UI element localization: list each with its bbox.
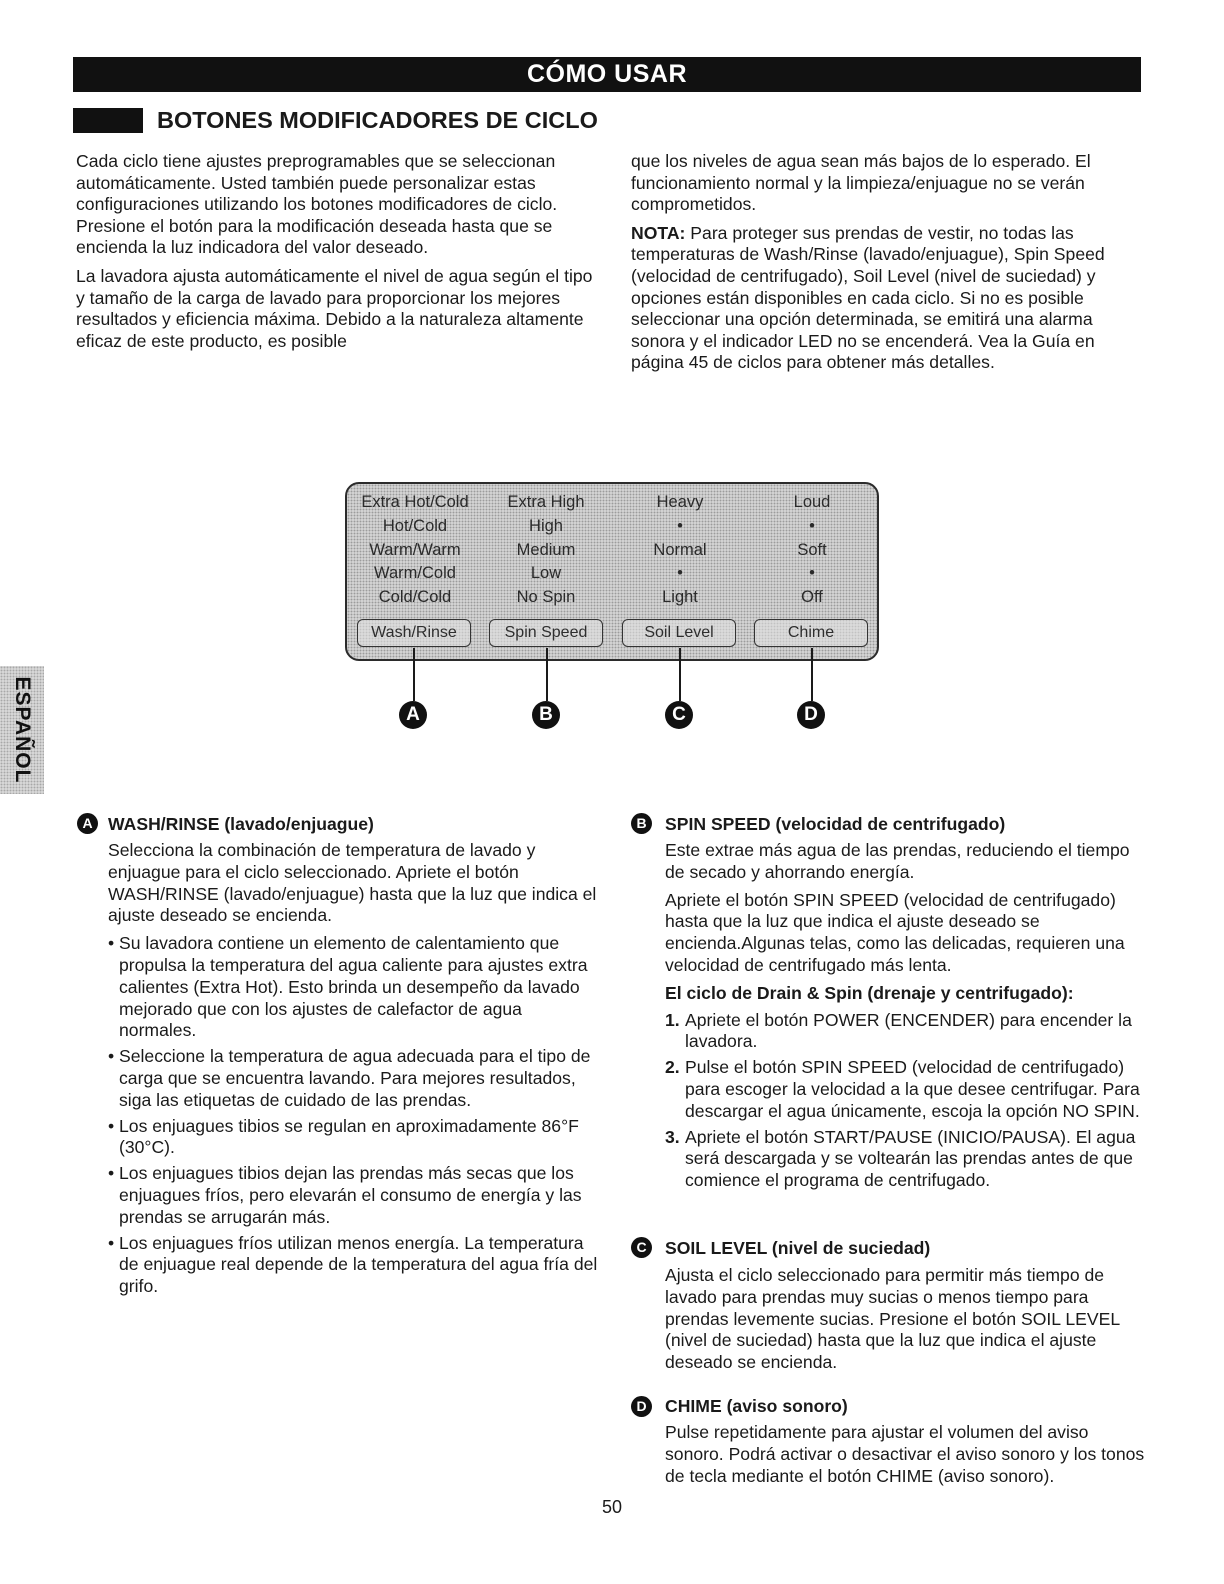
option-label: Warm/Warm — [369, 540, 461, 559]
control-panel-illustration — [345, 482, 879, 661]
step-text: Apriete el botón START/PAUSE (INICIO/PAUSA). El agua será descargada y se voltearán las prendas antes de que comience el programa de centrifugado. — [685, 1126, 1136, 1191]
step-number: 1. — [665, 1009, 680, 1030]
language-side-tab — [0, 666, 44, 794]
wash-rinse-intro: Selecciona la combinación de temperatura de lavado y enjuague para el ciclo seleccionado. Apriete el botón WASH/RINSE (lavado/enjuague) hasta que la luz que indica el ajuste deseado se encienda. — [108, 840, 597, 926]
callout-badge-b: B — [532, 701, 560, 729]
option-label: Loud — [793, 493, 831, 511]
callout-line-d — [811, 648, 813, 701]
page-number: 50 — [601, 1497, 623, 1517]
heading-block — [73, 108, 143, 133]
page-header: CÓMO USAR — [73, 57, 1141, 92]
option-label: Normal — [653, 540, 707, 559]
option-label: Light — [662, 588, 698, 607]
soil-level-text: Ajusta el ciclo seleccionado para permitir más tiempo de lavado para prendas muy sucias o menos tiempo para prendas levemente sucias. Presione el botón SOIL LEVEL (nivel de suciedad) hasta que la luz que indica el ajuste deseado se encienda. — [665, 1265, 1120, 1373]
step-text: Pulse el botón SPIN SPEED (velocidad de centrifugado) para escoger la velocidad a la que desee centrifugar. Para descargar el agua únicamente, escoja la opción NO SPIN. — [685, 1057, 1140, 1121]
chime-options — [747, 491, 877, 610]
soil-level-button: Soil Level — [622, 619, 736, 647]
item-badge-c: C — [631, 1237, 652, 1258]
step-text: Apriete el botón POWER (ENCENDER) para encender la lavadora. — [685, 1009, 1132, 1052]
list-item: • Los enjuagues tibios se regulan en aproximadamente 86°F (30°C). — [108, 1116, 600, 1160]
step-number: 2. — [665, 1057, 680, 1078]
wash-rinse-options — [350, 491, 480, 610]
chime-title: CHIME (aviso sonoro) — [665, 1396, 848, 1416]
step-number: 3. — [665, 1126, 680, 1147]
list-item — [665, 1057, 1150, 1122]
chime-button: Chime — [754, 619, 868, 647]
intro-left-column — [76, 151, 596, 359]
callout-line-b — [546, 648, 548, 701]
intro-right-column — [631, 151, 1146, 381]
soil-level-options — [615, 491, 745, 610]
spin-speed-options — [481, 491, 611, 610]
spin-speed-body — [665, 840, 1150, 1196]
chime-body — [665, 1422, 1150, 1493]
option-label: Soft — [797, 540, 827, 559]
section-title: BOTONES MODIFICADORES DE CICLO — [157, 107, 598, 133]
option-label: Cold/Cold — [378, 588, 452, 607]
list-item: • Los enjuagues fríos utilizan menos energía. La temperatura de enjuague real depende de la temperatura del agua fría del grifo. — [108, 1233, 600, 1298]
list-item: • Seleccione la temperatura de agua adecuada para el tipo de carga que se encuentra lavando. Para mejores resultados, siga las etiquetas de cuidado de las prendas. — [108, 1046, 600, 1111]
option-label: • — [809, 564, 815, 583]
list-item: • Los enjuagues tibios dejan las prendas más secas que los enjuagues fríos, pero elevarán el consumo de energía y las prendas se arrugarán más. — [108, 1163, 600, 1228]
spin-speed-text: Este extrae más agua de las prendas, reduciendo el tiempo de secado y ahorrando energía. — [665, 840, 1130, 882]
wash-rinse-bullets — [108, 933, 600, 1298]
drain-spin-subtitle: El ciclo de Drain & Spin (drenaje y centrifugado): — [665, 982, 1074, 1003]
option-label: Medium — [516, 540, 576, 559]
chime-text: Pulse repetidamente para ajustar el volumen del aviso sonoro. Podrá activar o desactivar el aviso sonoro y los tonos de tecla mediante el botón CHIME (aviso sonoro). — [665, 1422, 1145, 1486]
callout-badge-a: A — [399, 701, 427, 729]
list-item — [665, 1127, 1150, 1192]
option-label: No Spin — [516, 588, 576, 607]
option-label: Extra High — [507, 493, 585, 511]
drain-spin-steps — [665, 1010, 1150, 1192]
wash-rinse-title: WASH/RINSE (lavado/enjuague) — [108, 814, 374, 834]
callout-badge-c: C — [665, 701, 693, 729]
note-paragraph — [631, 223, 1146, 374]
item-badge-b: B — [631, 813, 652, 834]
option-label: Off — [801, 588, 823, 607]
option-label: Hot/Cold — [382, 516, 448, 535]
spin-speed-button: Spin Speed — [489, 619, 603, 647]
option-label: • — [809, 516, 815, 535]
option-label: Warm/Cold — [374, 564, 456, 583]
callout-badge-d: D — [797, 701, 825, 729]
item-badge-a: A — [77, 813, 98, 834]
note-text: Para proteger sus prendas de vestir, no todas las temperaturas de Wash/Rinse (lavado/enjuague), Spin Speed (velocidad de centrifugado), Soil Level (nivel de suciedad) y opciones están disponibles en cada ciclo. Si no es posible seleccionar una opción determinada, se emitirá una alarma sonora y el indicador LED no se encenderá. Vea la Guía en página 45 de ciclos para obtener más detalles. — [631, 222, 1105, 373]
list-item: • Su lavadora contiene un elemento de calentamiento que propulsa la temperatura del agua caliente para ajustes extra calientes (Extra Hot). Esto brinda un desempeño da lavado mejorado que con los ajustes de calefactor de agua normales. — [108, 933, 600, 1042]
callout-line-c — [679, 648, 681, 701]
intro-text: Presione el botón para la modificación deseada hasta que se encienda la luz indicadora del valor deseado. — [76, 215, 553, 258]
option-label: • — [677, 516, 683, 535]
spin-speed-title: SPIN SPEED (velocidad de centrifugado) — [665, 814, 1006, 834]
callout-line-a — [413, 648, 415, 701]
note-label: NOTA: — [631, 222, 686, 243]
language-label: ESPAÑOL — [11, 676, 34, 784]
item-badge-d: D — [631, 1396, 652, 1417]
option-label: Extra Hot/Cold — [361, 493, 469, 511]
intro-text: que los niveles de agua sean más bajos de lo esperado. El funcionamiento normal y la limpieza/enjuague no se verán comprometidos. — [631, 151, 1091, 215]
spin-speed-text: Apriete el botón SPIN SPEED (velocidad de centrifugado) hasta que la luz que indica el ajuste deseado se encienda.Algunas telas, como las delicadas, requieren una velocidad de centrifugado más lenta. — [665, 889, 1125, 975]
wash-rinse-body — [108, 840, 600, 1302]
intro-text: Cada ciclo tiene ajustes preprogramables que se seleccionan automáticamente. Usted también puede personalizar estas configuraciones utilizando los botones modificadores de ciclo. — [76, 151, 558, 215]
wash-rinse-button: Wash/Rinse — [357, 619, 471, 647]
option-label: Low — [530, 564, 562, 583]
list-item — [665, 1010, 1150, 1054]
option-label: • — [677, 564, 683, 583]
option-label: High — [529, 516, 563, 535]
soil-level-title: SOIL LEVEL (nivel de suciedad) — [665, 1238, 931, 1258]
option-label: Heavy — [656, 493, 704, 511]
intro-text: La lavadora ajusta automáticamente el nivel de agua según el tipo y tamaño de la carga de lavado para proporcionar los mejores resultados y eficiencia máxima. Debido a la naturaleza altamente eficaz de este producto, es posible — [76, 265, 593, 351]
soil-level-body — [665, 1265, 1150, 1380]
